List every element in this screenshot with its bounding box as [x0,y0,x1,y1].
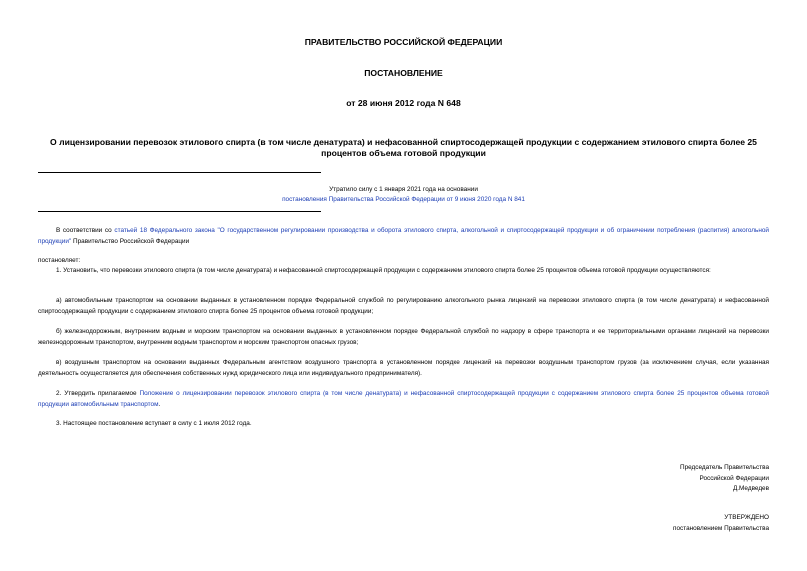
item-1 [38,266,769,277]
document-type-heading: ПОСТАНОВЛЕНИЕ [364,68,443,78]
date-number-heading: от 28 июня 2012 года N 648 [346,98,461,108]
intro-suffix: Правительство Российской Федерации [71,237,190,245]
item-1-text: 1. Установить, что перевозки этилового спирта (в том числе денатурата) и нефасованной спиртосодержащей продукции с содержанием этилового спирта более 25 процентов объема готовой продукции осуществляются: [56,267,711,274]
item-2 [38,389,769,410]
item-1b-text: б) железнодорожным, внутренним водным и морским транспортом на основании выданных в установленном порядке Федеральной службой по надзору в сфере транспорта и ее территориальными органами лицензий на перевозки железнодорожным транспортом, внутренним водным транспортом и морским транспортом опасных грузов; [38,328,769,346]
document-title: О лицензировании перевозок этилового спирта (в том числе денатурата) и нефасованной спиртосодержащей продукции с содержанием этилового спирта более 25 процентов объема готовой продукции [50,137,757,158]
item-2-suffix: . [158,400,161,408]
signature-position: Председатель Правительства [680,464,769,471]
approved-block [469,513,769,534]
item-1c-text: в) воздушным транспортом на основании выданных Федеральным агентством воздушного транспорта в установленном порядке лицензий на перевозки воздушным транспортом грузов (за исключением случая, если указанная деятельность осуществляется для обеспечения собственных нужд юридического лица или индивидуального предпринимателя). [38,359,769,377]
lapse-note-link[interactable]: постановления Правительства Российской Федерации от 9 июня 2020 года N 841 [282,196,525,203]
lapse-note-text: Утратило силу с 1 января 2021 года на основании [329,186,478,193]
lapse-note [38,185,769,205]
decree-word: постановляет: [38,257,81,264]
item-3 [38,419,769,430]
signature-name: Д.Медведев [732,485,769,492]
item-1a [38,296,769,317]
item-1b [38,327,769,348]
federal-law-link[interactable]: статьей 18 Федерального закона "О государственном регулировании производства и оборота этилового спирта, алкогольной и спиртосодержащей продукции и об ограничении потребления (распития) алкогольной продукции" [38,227,769,245]
top-divider [38,172,321,173]
item-1c [38,358,769,379]
signature-block [469,463,769,495]
item-2-prefix: 2. Утвердить прилагаемое [56,390,140,397]
intro-prefix: В соответствии со [56,227,115,234]
signature-country: Российской Федерации [699,474,769,482]
government-heading: ПРАВИТЕЛЬСТВО РОССИЙСКОЙ ФЕДЕРАЦИИ [304,37,503,47]
approved-label: УТВЕРЖДЕНО [724,514,769,521]
approved-by: постановлением Правительства [673,524,769,532]
regulation-link[interactable]: Положение о лицензировании перевозок этилового спирта (в том числе денатурата) и нефасованной спиртосодержащей продукции с содержанием этилового спирта более 25 процентов объема готовой продукции автомобильным транспортом [38,390,769,408]
bottom-divider [38,211,321,212]
item-3-text: 3. Настоящее постановление вступает в силу с 1 июля 2012 года. [56,420,252,427]
item-1a-text: а) автомобильным транспортом на основании выданных в установленном порядке Федеральной службой по регулированию алкогольного рынка лицензий на перевозки этилового спирта (в том числе денатурата) и нефасованной спиртосодержащей продукции с содержанием этилового спирта более 25 процентов объема готовой продукции; [38,297,769,315]
intro-paragraph [38,226,769,247]
